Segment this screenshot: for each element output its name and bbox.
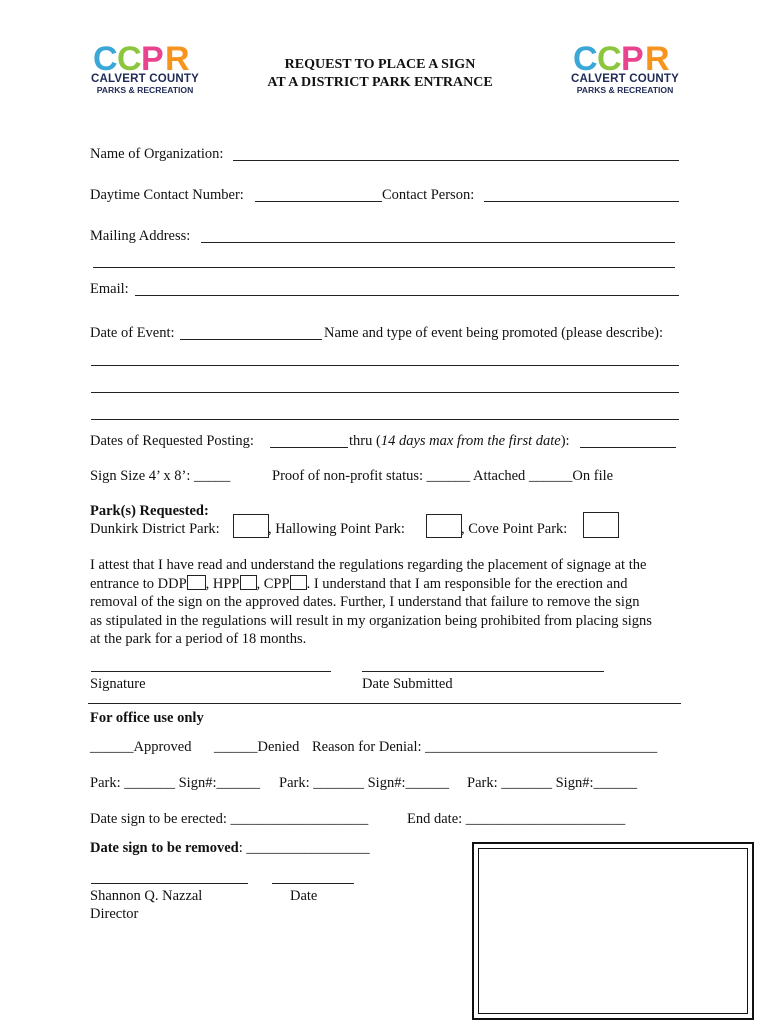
signature-field[interactable] — [91, 671, 331, 672]
attest-line5: at the park for a period of 18 months. — [90, 631, 307, 647]
svg-text:C: C — [573, 40, 598, 74]
director-date-line[interactable] — [272, 883, 354, 884]
denied-label: ______Denied — [214, 739, 300, 755]
title-line2: AT A DISTRICT PARK ENTRANCE — [267, 75, 493, 90]
svg-text:C: C — [93, 40, 118, 74]
posting-label: Dates of Requested Posting: — [90, 433, 254, 449]
director-title: Director — [90, 906, 139, 922]
hpp-label: , HPP — [205, 575, 240, 592]
phone-field[interactable] — [255, 201, 382, 202]
posting-end-field[interactable] — [580, 447, 676, 448]
email-label: Email: — [90, 281, 129, 297]
event-desc-line2[interactable] — [91, 392, 679, 393]
cove-label: , Cove Point Park: — [461, 521, 568, 537]
address-field[interactable] — [201, 242, 675, 243]
reason-label: Reason for Denial: ________________________________ — [312, 739, 658, 755]
cove-checkbox[interactable] — [583, 512, 619, 538]
email-field[interactable] — [135, 295, 679, 296]
contact-label: Contact Person: — [382, 187, 475, 203]
ccpr-logo-letters — [565, 40, 685, 74]
title-line1: REQUEST TO PLACE A SIGN — [284, 57, 476, 72]
address-label: Mailing Address: — [90, 228, 191, 244]
date-removed-label: Date sign to be removed — [90, 840, 239, 856]
thru-note: 14 days max from the first date — [380, 433, 561, 449]
ccpr-logo-letters — [85, 40, 205, 74]
posting-start-field[interactable] — [270, 447, 348, 448]
attest-line3: removal of the sign on the approved dates. Further, I understand that failure to remove the sign — [90, 594, 640, 610]
org-field[interactable] — [233, 160, 679, 161]
svg-text:P: P — [621, 40, 644, 74]
svg-text:R: R — [645, 40, 670, 74]
date-removed-tail: : _________________ — [238, 840, 370, 856]
director-signature-line[interactable] — [91, 883, 248, 884]
office-stamp-inner — [478, 848, 748, 1014]
thru-end: ): — [560, 433, 570, 449]
attest-line2-tail: . I understand that I am responsible for the erection and — [306, 575, 628, 592]
park-sign-1: Park: _______ Sign#:______ — [90, 775, 260, 791]
cpp-checkbox[interactable] — [290, 575, 307, 590]
org-label: Name of Organization: — [90, 146, 224, 162]
address-field-line2[interactable] — [93, 267, 675, 268]
ccpr-logo-right — [565, 40, 685, 100]
thru-label: thru ( — [349, 433, 381, 449]
attest-line1: I attest that I have read and understand the regulations regarding the placement of signage at the — [90, 557, 647, 573]
office-divider — [88, 703, 681, 704]
event-desc-line1[interactable] — [91, 365, 679, 366]
form-title — [200, 56, 560, 92]
attest-line2 — [90, 575, 690, 594]
thru-text — [349, 433, 570, 450]
attest-paragraph — [90, 556, 690, 649]
ddp-label: entrance to DDP — [90, 575, 187, 592]
event-desc-label: Name and type of event being promoted (please describe): — [324, 325, 664, 341]
parks-heading: Park(s) Requested: — [90, 503, 209, 519]
signature-label: Signature — [90, 676, 146, 692]
end-date-label: End date: ______________________ — [407, 811, 626, 827]
logo-line2: PARKS & RECREATION — [576, 85, 674, 95]
ddp-checkbox[interactable] — [187, 575, 206, 590]
hallowing-label: , Hallowing Point Park: — [268, 521, 405, 537]
park-sign-2: Park: _______ Sign#:______ — [279, 775, 449, 791]
svg-text:R: R — [165, 40, 190, 74]
cpp-label: , CPP — [256, 575, 290, 592]
dunkirk-checkbox[interactable] — [233, 514, 269, 538]
office-stamp-box — [472, 842, 754, 1020]
date-erected-label: Date sign to be erected: ___________________ — [90, 811, 369, 827]
office-heading: For office use only — [90, 710, 204, 726]
director-name: Shannon Q. Nazzal — [90, 888, 203, 904]
approved-label: ______Approved — [90, 739, 192, 755]
proof-label: Proof of non-profit status: ______ Attached ______On file — [272, 468, 614, 484]
ccpr-logo-left — [85, 40, 205, 100]
dunkirk-label: Dunkirk District Park: — [90, 521, 220, 537]
attest-line4: as stipulated in the regulations will result in my organization being prohibited from placing signs — [90, 612, 652, 629]
event-desc-line3[interactable] — [91, 419, 679, 420]
date-submitted-label: Date Submitted — [362, 676, 453, 692]
hpp-checkbox[interactable] — [240, 575, 257, 590]
date-event-label: Date of Event: — [90, 325, 175, 341]
phone-label: Daytime Contact Number: — [90, 187, 244, 203]
svg-text:C: C — [117, 40, 142, 74]
svg-text:C: C — [597, 40, 622, 74]
logo-line1: CALVERT COUNTY — [570, 73, 679, 85]
director-date-label: Date — [290, 888, 318, 904]
logo-line2: PARKS & RECREATION — [96, 85, 194, 95]
date-removed — [90, 840, 370, 857]
date-event-field[interactable] — [180, 339, 322, 340]
contact-field[interactable] — [484, 201, 679, 202]
sign-size-label: Sign Size 4’ x 8’: _____ — [90, 468, 231, 484]
park-sign-3: Park: _______ Sign#:______ — [467, 775, 637, 791]
svg-text:P: P — [141, 40, 164, 74]
logo-line1: CALVERT COUNTY — [90, 73, 199, 85]
date-submitted-field[interactable] — [362, 671, 604, 672]
hallowing-checkbox[interactable] — [426, 514, 462, 538]
